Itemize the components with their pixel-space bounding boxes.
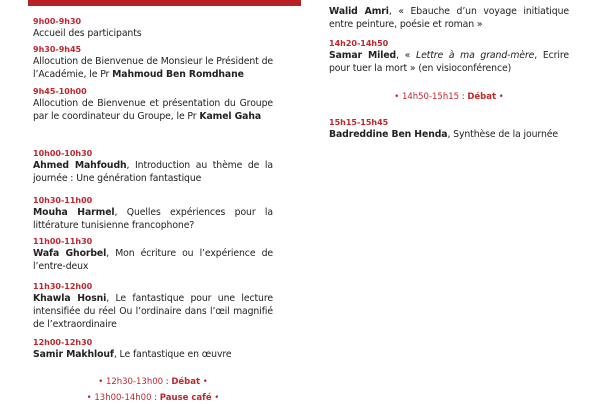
entry-time: 9h00-9h30	[33, 17, 82, 26]
header-red-bar	[28, 0, 301, 6]
entry-text: Accueil des participants	[33, 28, 142, 39]
program-entry	[329, 117, 569, 141]
break-debat: • 14h50-15h15 : Débat •	[394, 92, 504, 102]
entry-speaker: Ahmed Mahfoudh	[33, 160, 127, 171]
entry-text: Badreddine Ben Henda, Synthèse de la journée	[329, 129, 559, 140]
entry-time: 9h45-10h00	[33, 87, 87, 96]
program-entry	[33, 195, 273, 232]
entry-speaker: Samir Makhlouf	[33, 349, 114, 360]
entry-time: 9h30-9h45	[33, 45, 82, 54]
entry-title: Lettre à ma grand-mère	[415, 50, 535, 61]
entry-text: Mouha Harmel, Quelles expériences pour la littérature tunisienne francophone?	[33, 207, 273, 231]
entry-speaker: Wafa Ghorbel	[33, 248, 107, 259]
entry-text: Khawla Hosni, Le fantastique pour une lecture intensifiée du réel Ou l’ordinaire dans l’œil magnifié de l’extraordinaire	[33, 293, 273, 330]
entry-time: 10h30-11h00	[33, 196, 93, 205]
program-entry	[33, 281, 273, 331]
entry-time: 14h20-14h50	[329, 39, 389, 48]
entry-speaker: Walid Amri	[329, 6, 389, 17]
bullet-icon: •	[98, 377, 104, 387]
break-debat: • 12h30-13h00 : Débat •	[98, 377, 208, 387]
entry-person: Kamel Gaha	[199, 111, 262, 122]
program-entry	[33, 148, 273, 185]
entry-speaker: Samar Miled	[329, 50, 397, 61]
program-entry	[33, 86, 273, 123]
entry-time: 11h00-11h30	[33, 237, 93, 246]
bullet-icon: •	[498, 92, 504, 102]
program-entry	[33, 44, 273, 81]
entry-person: Mahmoud Ben Romdhane	[112, 69, 244, 80]
entry-text: Allocution de Bienvenue et présentation du Groupe par le coordinateur du Groupe, le Pr Kamel Gaha	[33, 98, 273, 122]
entry-text: Wafa Ghorbel, Mon écriture ou l’expérience de l’entre-deux	[33, 248, 273, 272]
entry-speaker: Mouha Harmel	[33, 207, 115, 218]
program-entry	[329, 38, 569, 75]
entry-text: Samir Makhlouf, Le fantastique en œuvre	[33, 349, 232, 360]
entry-text: Samar Miled, « Lettre à ma grand-mère, Ecrire pour tuer la mort » (en visioconférence)	[329, 50, 569, 74]
bullet-icon: •	[86, 393, 92, 403]
break-pause-cafe: • 13h00-14h00 : Pause café •	[86, 393, 220, 403]
entry-speaker: Badreddine Ben Henda	[329, 129, 448, 140]
program-entry	[33, 236, 273, 273]
program-entry	[33, 16, 273, 40]
program-entry	[33, 337, 273, 361]
program-entry	[329, 5, 569, 31]
entry-speaker: Khawla Hosni	[33, 293, 107, 304]
entry-time: 10h00-10h30	[33, 149, 93, 158]
bullet-icon: •	[394, 92, 400, 102]
bullet-icon: •	[202, 377, 208, 387]
bullet-icon: •	[214, 393, 220, 403]
entry-time: 12h00-12h30	[33, 338, 93, 347]
entry-text: Allocution de Bienvenue de Monsieur le Président de l’Académie, le Pr Mahmoud Ben Romdhane	[33, 56, 273, 80]
entry-time: 15h15-15h45	[329, 118, 389, 127]
entry-text: Walid Amri, « Ebauche d’un voyage initiatique entre peinture, poésie et roman »	[329, 6, 569, 30]
entry-text: Ahmed Mahfoudh, Introduction au thème de la journée : Une génération fantastique	[33, 160, 274, 184]
entry-time: 11h30-12h00	[33, 282, 93, 291]
